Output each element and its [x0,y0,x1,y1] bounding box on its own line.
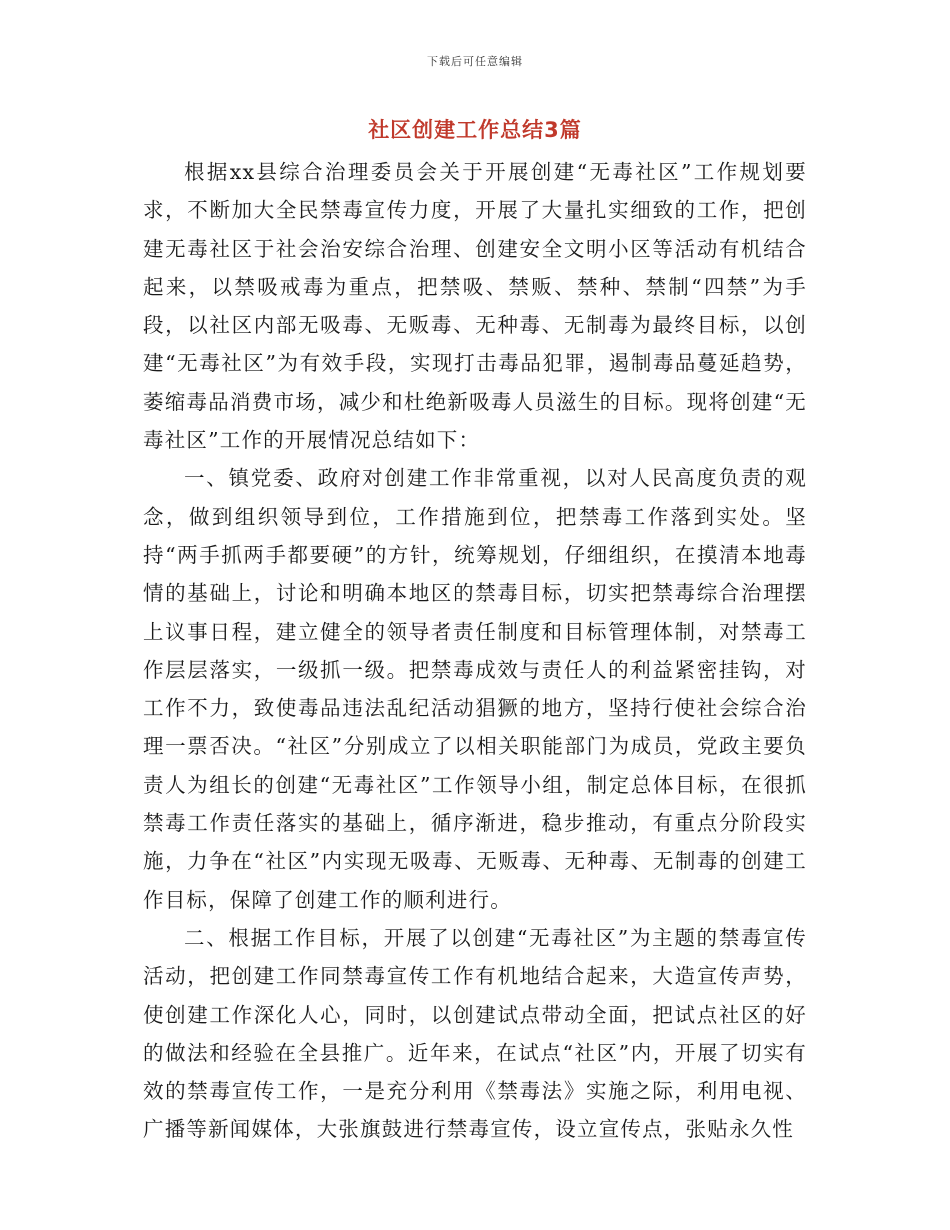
paragraph-intro: 根据xx县综合治理委员会关于开展创建“无毒社区”工作规划要求，不断加大全民禁毒宣传力度，开展了大量扎实细致的工作，把创建无毒社区于社会治安综合治理、创建安全文明小区等活动有机结合起来，以禁吸戒毒为重点，把禁吸、禁贩、禁种、禁制“四禁”为手段，以社区内部无吸毒、无贩毒、无种毒、无制毒为最终目标，以创建“无毒社区”为有效手段，实现打击毒品犯罪，遏制毒品蔓延趋势，萎缩毒品消费市场，减少和杜绝新吸毒人员滋生的目标。现将创建“无毒社区”工作的开展情况总结如下： [143,160,807,453]
document-body [143,153,807,1149]
header-note: 下载后可任意编辑 [427,55,523,68]
document-title: 社区创建工作总结3篇 [368,118,582,142]
paragraph-section-2: 二、根据工作目标，开展了以创建“无毒社区”为主题的禁毒宣传活动，把创建工作同禁毒宣传工作有机地结合起来，大造宣传声势，使创建工作深化人心，同时，以创建试点带动全面，把试点社区的好的做法和经验在全县推广。近年来，在试点“社区”内，开展了切实有效的禁毒宣传工作，一是充分利用《禁毒法》实施之际，利用电视、广播等新闻媒体，大张旗鼓进行禁毒宣传，设立宣传点，张贴永久性 [143,925,807,1142]
paragraph-section-1: 一、镇党委、政府对创建工作非常重视，以对人民高度负责的观念，做到组织领导到位，工作措施到位，把禁毒工作落到实处。坚持“两手抓两手都要硬”的方针，统筹规划，仔细组织，在摸清本地毒情的基础上，讨论和明确本地区的禁毒目标，切实把禁毒综合治理摆上议事日程，建立健全的领导者责任制度和目标管理体制，对禁毒工作层层落实，一级抓一级。把禁毒成效与责任人的利益紧密挂钩，对工作不力，致使毒品违法乱纪活动猖獗的地方，坚持行使社会综合治理一票否决。“社区”分别成立了以相关职能部门为成员，党政主要负责人为组长的创建“无毒社区”工作领导小组，制定总体目标，在很抓禁毒工作责任落实的基础上，循序渐进，稳步推动，有重点分阶段实施，力争在“社区”内实现无吸毒、无贩毒、无种毒、无制毒的创建工作目标，保障了创建工作的顺利进行。 [143,466,807,912]
